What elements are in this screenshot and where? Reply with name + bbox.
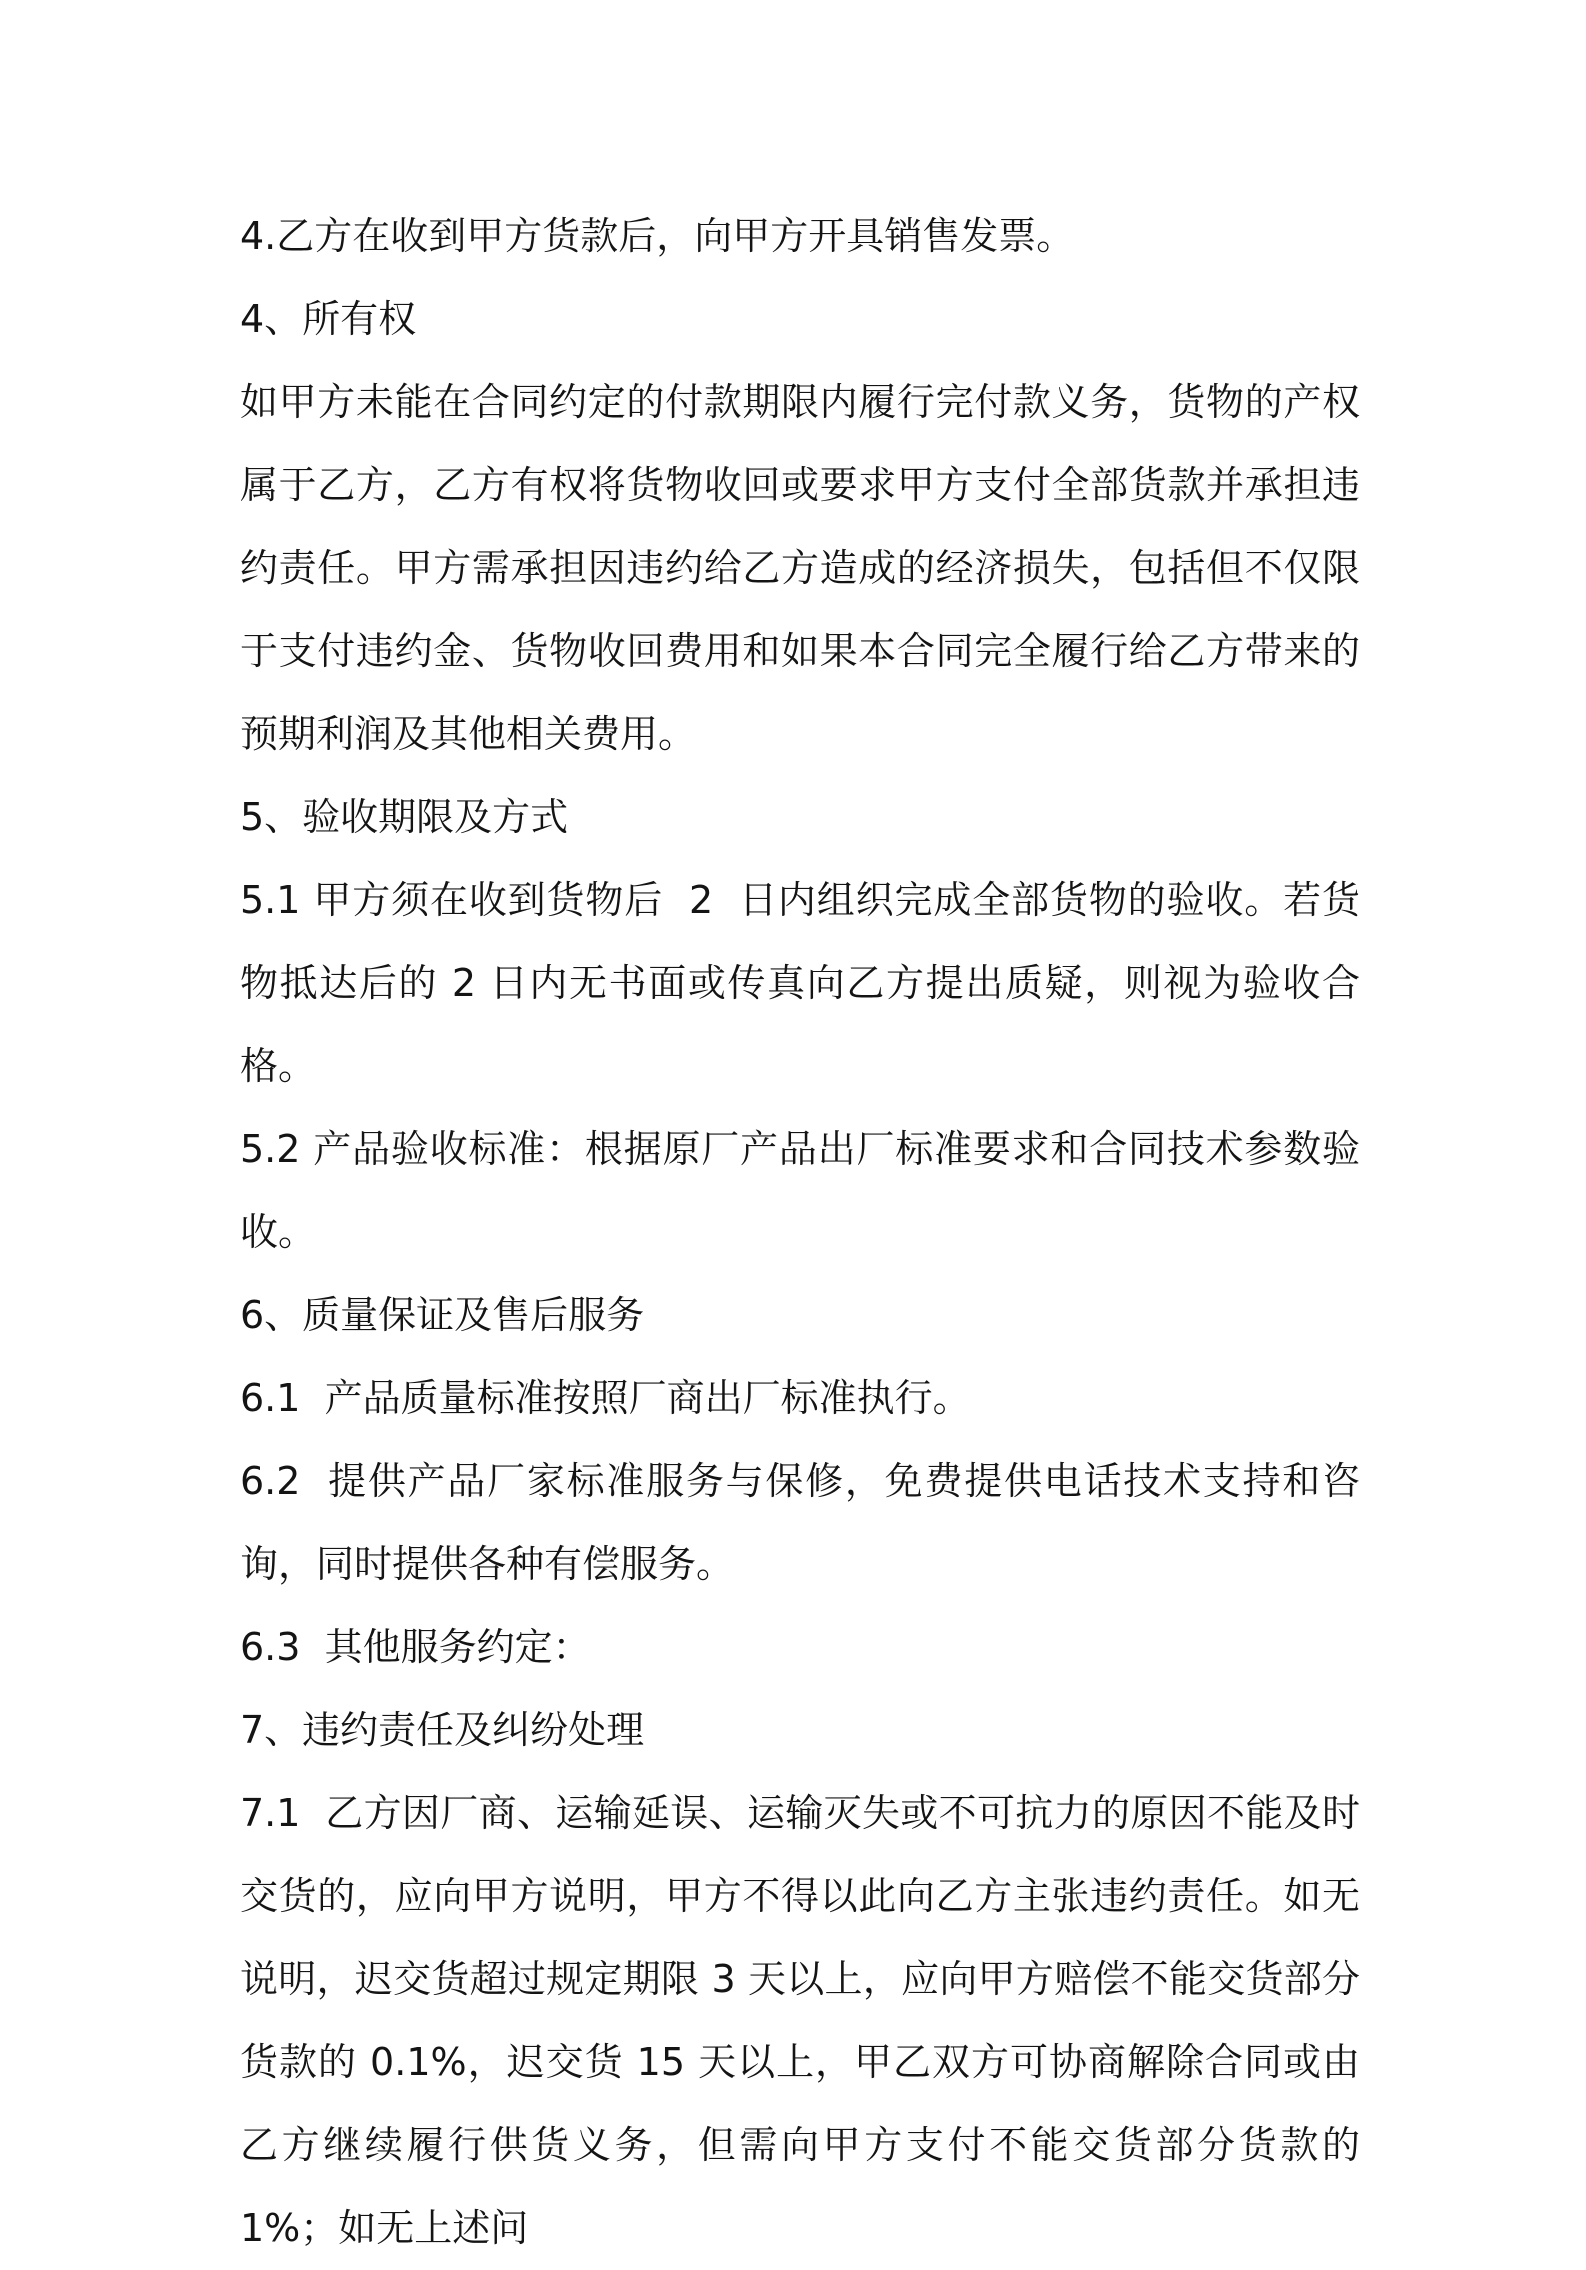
heading-liability: 7、违约责任及纠纷处理: [240, 1708, 645, 1752]
paragraph-acceptance-5-2: 5.2 产品验收标准：根据原厂产品出厂标准要求和合同技术参数验收。: [240, 1127, 1360, 1254]
paragraph-quality-6-3: 6.3 其他服务约定：: [240, 1625, 591, 1669]
heading-ownership: 4、所有权: [240, 297, 417, 341]
document-body: [240, 195, 1373, 2270]
heading-quality-service: 6、质量保证及售后服务: [240, 1293, 645, 1337]
paragraph-invoice-clause: 4.乙方在收到甲方货款后，向甲方开具销售发票。: [240, 214, 1075, 258]
paragraph-acceptance-5-1: 5.1 甲方须在收到货物后 2 日内组织完成全部货物的验收。若货物抵达后的 2 日内无书面或传真向乙方提出质疑，则视为验收合格。: [240, 878, 1360, 1088]
paragraph-liability-7-1: 7.1 乙方因厂商、运输延误、运输灭失或不可抗力的原因不能及时交货的，应向甲方说明，甲方不得以此向乙方主张违约责任。如无说明，迟交货超过规定期限 3 天以上，应向甲方赔偿不能交货部分货款的 0.1%，迟交货 15 天以上，甲乙双方可协商解除合同或由乙方继续履行供货义务，但需向甲方支付不能交货部分货款的 1%；如无上述问: [240, 1791, 1373, 2250]
paragraph-quality-6-1: 6.1 产品质量标准按照厂商出厂标准执行。: [240, 1376, 971, 1420]
paragraph-quality-6-2: 6.2 提供产品厂家标准服务与保修，免费提供电话技术支持和咨询，同时提供各种有偿服务。: [240, 1459, 1360, 1586]
paragraph-ownership: 如甲方未能在合同约定的付款期限内履行完付款义务，货物的产权属于乙方，乙方有权将货物收回或要求甲方支付全部货款并承担违约责任。甲方需承担因违约给乙方造成的经济损失，包括但不仅限于支付违约金、货物收回费用和如果本合同完全履行给乙方带来的预期利润及其他相关费用。: [240, 380, 1360, 756]
heading-acceptance: 5、验收期限及方式: [240, 795, 569, 839]
